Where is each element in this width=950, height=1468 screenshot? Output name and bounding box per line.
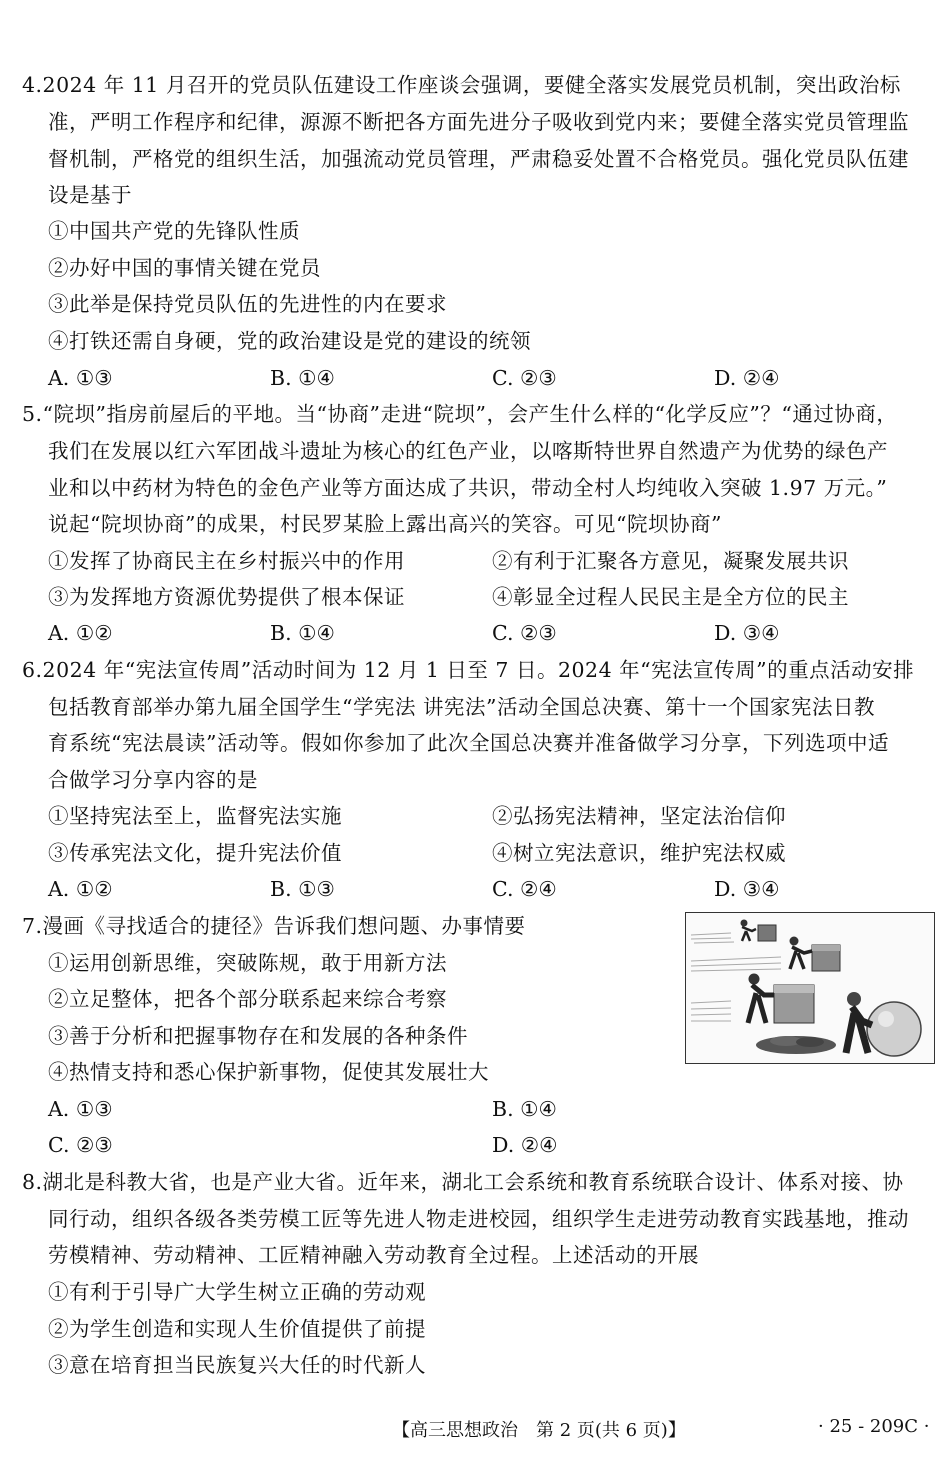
q5-stem-line-2: 我们在发展以红六军团战斗遗址为核心的红色产业，以喀斯特世界自然遗产为优势的绿色产 <box>48 439 888 463</box>
q7-choice-b: B. ①④ <box>492 1097 557 1121</box>
q6-item-3: ③传承宪法文化，提升宪法价值 <box>48 841 342 865</box>
q4-stem-line-2: 准，严明工作程序和纪律，源源不断把各方面先进分子吸收到党内来；要健全落实党员管理监 <box>48 110 909 134</box>
q7-choice-a: A. ①③ <box>48 1097 113 1121</box>
q5-stem-line-4: 说起“院坝协商”的成果，村民罗某脸上露出高兴的笑容。可见“院坝协商” <box>48 512 722 536</box>
q6-item-1: ①坚持宪法至上，监督宪法实施 <box>48 804 342 828</box>
footer-code: · 25 - 209C · <box>818 1416 930 1437</box>
q4-item-3: ③此举是保持党员队伍的先进性的内在要求 <box>48 292 447 316</box>
figure-pushing-box-large <box>748 974 814 1024</box>
q4-choice-b: B. ①④ <box>270 366 335 390</box>
q5-choice-d: D. ③④ <box>714 621 780 645</box>
q6-stem-line-1: 6.2024 年“宪法宣传周”活动时间为 12 月 1 日至 7 日。2024 年“宪法宣传周”的重点活动安排 <box>22 658 915 682</box>
q5-stem-line-1: 5.“院坝”指房前屋后的平地。当“协商”走进“院坝”，会产生什么样的“化学反应”？“通过协商， <box>22 402 898 426</box>
q5-choice-a: A. ①② <box>48 621 113 645</box>
q5-item-2: ②有利于汇聚各方意见，凝聚发展共识 <box>492 549 849 573</box>
q6-choice-c: C. ②④ <box>492 877 557 901</box>
q6-stem-line-4: 合做学习分享内容的是 <box>48 768 258 792</box>
q7-stem-line-1: 7.漫画《寻找适合的捷径》告诉我们想问题、办事情要 <box>22 914 526 938</box>
q6-item-2: ②弘扬宪法精神，坚定法治信仰 <box>492 804 786 828</box>
q8-item-1: ①有利于引导广大学生树立正确的劳动观 <box>48 1280 426 1304</box>
q4-item-4: ④打铁还需自身硬，党的政治建设是党的建设的统领 <box>48 329 531 353</box>
q8-stem-line-1: 8.湖北是科教大省，也是产业大省。近年来，湖北工会系统和教育系统联合设计、体系对接、协 <box>22 1170 904 1194</box>
q6-choice-a: A. ①② <box>48 877 113 901</box>
q5-choice-c: C. ②③ <box>492 621 557 645</box>
q6-stem-line-2: 包括教育部举办第九届全国学生“学宪法 讲宪法”活动全国总决赛、第十一个国家宪法日教 <box>48 695 875 719</box>
q5-item-1: ①发挥了协商民主在乡村振兴中的作用 <box>48 549 405 573</box>
q4-stem-line-4: 设是基于 <box>48 183 132 207</box>
q6-choice-d: D. ③④ <box>714 877 780 901</box>
q4-stem-line-1: 4.2024 年 11 月召开的党员队伍建设工作座谈会强调，要健全落实发展党员机制，突出政治标 <box>22 73 901 97</box>
q4-choice-a: A. ①③ <box>48 366 113 390</box>
q8-item-3: ③意在培育担当民族复兴大任的时代新人 <box>48 1353 426 1377</box>
q5-stem-line-3: 业和以中药材为特色的金色产业等方面达成了共识，带动全村人均纯收入突破 1.97 万元。” <box>48 476 888 500</box>
q7-choice-c: C. ②③ <box>48 1133 113 1157</box>
q6-choice-b: B. ①③ <box>270 877 335 901</box>
q8-stem-line-2: 同行动，组织各级各类劳模工匠等先进人物走进校园，组织学生走进劳动教育实践基地，推动 <box>48 1207 909 1231</box>
cartoon-illustration <box>685 912 935 1064</box>
rubble-pile <box>756 1036 836 1054</box>
q5-item-4: ④彰显全过程人民民主是全方位的民主 <box>492 585 849 609</box>
q6-stem-line-3: 育系统“宪法晨读”活动等。假如你参加了此次全国总决赛并准备做学习分享，下列选项中适 <box>48 731 889 755</box>
q7-choice-d: D. ②④ <box>492 1133 558 1157</box>
figure-pushing-box-small <box>741 920 777 942</box>
q6-item-4: ④树立宪法意识，维护宪法权威 <box>492 841 786 865</box>
q7-item-1: ①运用创新思维，突破陈规，敢于用新方法 <box>48 951 447 975</box>
q4-item-1: ①中国共产党的先锋队性质 <box>48 219 300 243</box>
q4-choice-c: C. ②③ <box>492 366 557 390</box>
q5-item-3: ③为发挥地方资源优势提供了根本保证 <box>48 585 405 609</box>
q4-stem-line-3: 督机制，严格党的组织生活，加强流动党员管理，严肃稳妥处置不合格党员。强化党员队伍建 <box>48 147 909 171</box>
figure-rolling-ball <box>846 992 921 1056</box>
q5-choice-b: B. ①④ <box>270 621 335 645</box>
q7-item-4: ④热情支持和悉心保护新事物，促使其发展壮大 <box>48 1060 489 1084</box>
motion-streaks <box>691 933 781 1021</box>
q7-item-3: ③善于分析和把握事物存在和发展的各种条件 <box>48 1024 468 1048</box>
cartoon-drawing <box>686 913 934 1063</box>
q4-item-2: ②办好中国的事情关键在党员 <box>48 256 321 280</box>
q8-item-2: ②为学生创造和实现人生价值提供了前提 <box>48 1317 426 1341</box>
page-footer <box>0 1416 950 1440</box>
q4-choice-d: D. ②④ <box>714 366 780 390</box>
footer-title: 【高三思想政治 第 2 页(共 6 页)】 <box>392 1420 686 1441</box>
q8-stem-line-3: 劳模精神、劳动精神、工匠精神融入劳动教育全过程。上述活动的开展 <box>48 1243 699 1267</box>
q7-item-2: ②立足整体，把各个部分联系起来综合考察 <box>48 987 447 1011</box>
figure-pushing-box-medium <box>790 937 841 972</box>
